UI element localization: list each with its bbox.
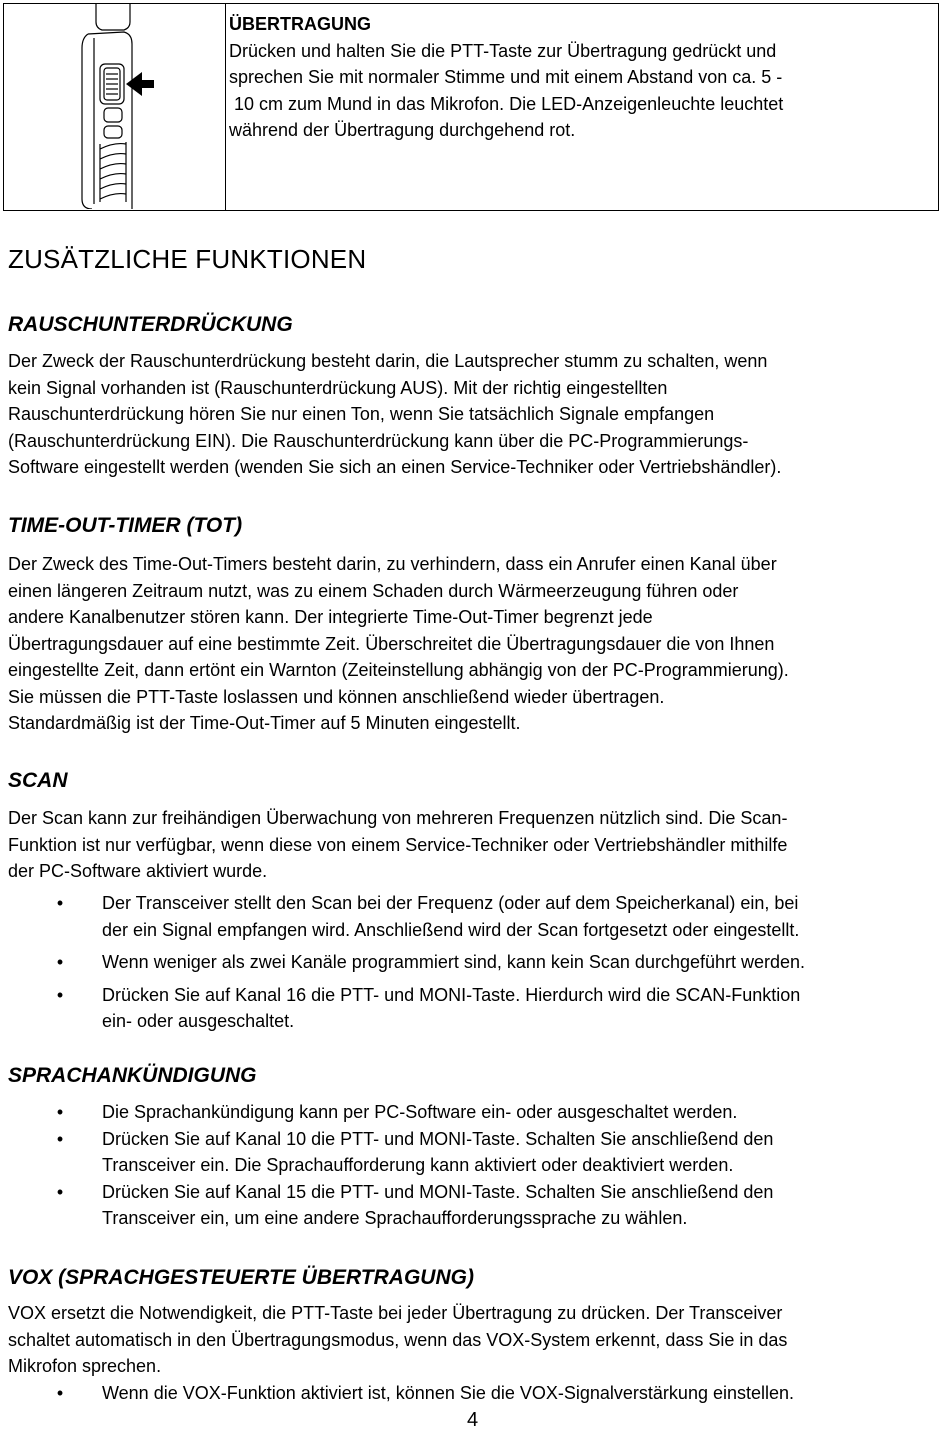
list-item (0, 1179, 945, 1232)
list-item (0, 1380, 945, 1407)
radio-ptt-illustration (4, 4, 225, 210)
paragraph-line: eingestellte Zeit, dann ertönt ein Warnton (Zeiteinstellung abhängig von der PC-Programmierung). (8, 660, 789, 680)
paragraph-line: Software eingestellt werden (wenden Sie sich an einen Service-Techniker oder Vertriebshändler). (8, 457, 782, 477)
paragraph-line: andere Kanalbenutzer stören kann. Der integrierte Time-Out-Timer begrenzt jede (8, 607, 653, 627)
transmit-text (229, 11, 929, 144)
bullet-icon: • (56, 893, 64, 913)
tot-paragraph (8, 551, 943, 737)
radio-side-icon (4, 4, 225, 209)
list-item-line: Drücken Sie auf Kanal 10 die PTT- und MONI-Taste. Schalten Sie anschließend den (102, 1128, 774, 1149)
vox-heading: VOX (SPRACHGESTEUERTE ÜBERTRAGUNG) (8, 1266, 474, 1289)
list-item (0, 949, 945, 976)
paragraph-line: Rauschunterdrückung hören Sie nur einen Ton, wenn Sie tatsächlich Signale empfangen (8, 404, 715, 424)
paragraph-line: Der Scan kann zur freihändigen Überwachung von mehreren Frequenzen nützlich sind. Die Scan- (8, 808, 788, 828)
vox-paragraph (8, 1300, 943, 1380)
list-item (0, 1099, 945, 1126)
voice-bullet-list (0, 1099, 945, 1232)
bullet-icon: • (56, 952, 64, 972)
paragraph-line: Standardmäßig ist der Time-Out-Timer auf 5 Minuten eingestellt. (8, 713, 521, 733)
bullet-icon: • (56, 1181, 64, 1202)
paragraph-line: kein Signal vorhanden ist (Rauschunterdrückung AUS). Mit der richtig eingestellten (8, 377, 668, 398)
tot-heading: TIME-OUT-TIMER (TOT) (8, 514, 243, 537)
list-item-line: Transceiver ein, um eine andere Sprachaufforderungssprache zu wählen. (102, 1208, 688, 1228)
paragraph-line: VOX ersetzt die Notwendigkeit, die PTT-Taste bei jeder Übertragung zu drücken. Der Transceiver (8, 1303, 783, 1323)
list-item-line: Drücken Sie auf Kanal 16 die PTT- und MONI-Taste. Hierdurch wird die SCAN-Funktion (102, 984, 801, 1005)
list-item-line: Wenn die VOX-Funktion aktiviert ist, können Sie die VOX-Signalverstärkung einstellen. (102, 1383, 795, 1403)
transmit-line: 10 cm zum Mund in das Mikrofon. Die LED-Anzeigenleuchte leuchtet (229, 93, 784, 114)
list-item-line: Die Sprachankündigung kann per PC-Software ein- oder ausgeschaltet werden. (102, 1102, 738, 1122)
squelch-paragraph (8, 348, 943, 481)
paragraph-line: schaltet automatisch in den Übertragungsmodus, wenn das VOX-System erkennt, dass Sie in das (8, 1329, 788, 1350)
squelch-heading: RAUSCHUNTERDRÜCKUNG (8, 313, 293, 336)
list-item (0, 1126, 945, 1179)
bullet-icon: • (56, 984, 64, 1005)
list-item (0, 982, 945, 1035)
vox-bullet-list (0, 1380, 945, 1407)
paragraph-line: Übertragungsdauer auf eine bestimmte Zeit. Überschreitet die Übertragungsdauer die von Ihnen (8, 633, 775, 654)
paragraph-line: Sie müssen die PTT-Taste loslassen und können anschließend wieder übertragen. (8, 686, 665, 707)
bullet-icon: • (56, 1128, 64, 1149)
scan-paragraph (8, 805, 943, 885)
list-item (0, 890, 945, 943)
paragraph-line: der PC-Software aktiviert wurde. (8, 861, 268, 881)
paragraph-line: Funktion ist nur verfügbar, wenn diese von einem Service-Techniker oder Vertriebshändler mithilfe (8, 834, 788, 855)
table-divider (225, 4, 226, 210)
list-item-line: Wenn weniger als zwei Kanäle programmiert sind, kann kein Scan durchgeführt werden. (102, 952, 806, 972)
main-heading: ZUSÄTZLICHE FUNKTIONEN (8, 244, 367, 274)
paragraph-line: einen längeren Zeitraum nutzt, was zu einem Schaden durch Wärmeerzeugung führen oder (8, 580, 739, 601)
paragraph-line: Der Zweck der Rauschunterdrückung besteht darin, die Lautsprecher stumm zu schalten, wenn (8, 351, 768, 371)
paragraph-line: Mikrofon sprechen. (8, 1356, 162, 1376)
list-item-line: Drücken Sie auf Kanal 15 die PTT- und MONI-Taste. Schalten Sie anschließend den (102, 1181, 774, 1202)
page-number: 4 (466, 1409, 479, 1431)
scan-heading: SCAN (8, 769, 68, 792)
list-item-line: ein- oder ausgeschaltet. (102, 1011, 295, 1031)
bullet-icon: • (56, 1102, 64, 1122)
bullet-icon: • (56, 1383, 64, 1403)
transmit-title: ÜBERTRAGUNG (229, 14, 371, 34)
list-item-line: der ein Signal empfangen wird. Anschließend wird der Scan fortgesetzt oder eingestellt. (102, 919, 800, 940)
paragraph-line: (Rauschunterdrückung EIN). Die Rauschunterdrückung kann über die PC-Programmierungs- (8, 430, 749, 451)
transmit-table (3, 3, 939, 211)
transmit-line: während der Übertragung durchgehend rot. (229, 120, 576, 140)
list-item-line: Der Transceiver stellt den Scan bei der Frequenz (oder auf dem Speicherkanal) ein, bei (102, 893, 799, 913)
scan-bullet-list (0, 890, 945, 1035)
voice-heading: SPRACHANKÜNDIGUNG (8, 1064, 257, 1087)
paragraph-line: Der Zweck des Time-Out-Timers besteht darin, zu verhindern, dass ein Anrufer einen Kanal über (8, 554, 777, 574)
transmit-line: sprechen Sie mit normaler Stimme und mit einem Abstand von ca. 5 - (229, 67, 783, 87)
list-item-line: Transceiver ein. Die Sprachaufforderung kann aktiviert oder deaktiviert werden. (102, 1155, 734, 1175)
transmit-line: Drücken und halten Sie die PTT-Taste zur Übertragung gedrückt und (229, 40, 777, 61)
